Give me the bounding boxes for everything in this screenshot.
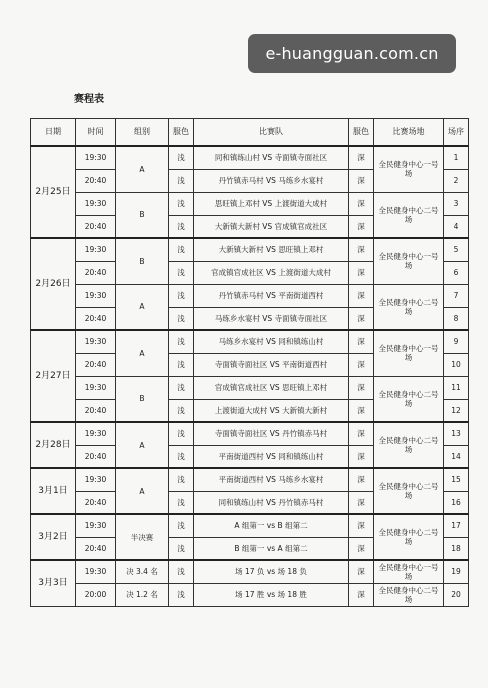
away-jersey-color: 深 xyxy=(349,192,374,215)
match-order: 8 xyxy=(444,307,469,330)
match-row xyxy=(31,583,469,606)
match-time: 19:30 xyxy=(76,560,116,583)
match-order: 12 xyxy=(444,399,469,422)
match-time: 19:30 xyxy=(76,468,116,491)
away-jersey-color: 深 xyxy=(349,284,374,307)
match-teams: 丹竹镇赤马村 VS 平南街道西村 xyxy=(194,284,349,307)
header-venue: 比赛场地 xyxy=(374,119,444,147)
match-teams: 上渡街道大成村 VS 大新镇大新村 xyxy=(194,399,349,422)
away-jersey-color: 深 xyxy=(349,422,374,445)
match-group: A xyxy=(116,284,169,330)
schedule-body xyxy=(31,146,469,606)
match-time: 20:40 xyxy=(76,399,116,422)
home-jersey-color: 浅 xyxy=(169,261,194,284)
match-time: 19:30 xyxy=(76,422,116,445)
match-order: 2 xyxy=(444,169,469,192)
match-row xyxy=(31,284,469,307)
match-order: 14 xyxy=(444,445,469,468)
match-time: 20:40 xyxy=(76,491,116,514)
match-date: 3月1日 xyxy=(31,468,76,514)
away-jersey-color: 深 xyxy=(349,353,374,376)
match-venue: 全民健身中心二号场 xyxy=(374,192,444,238)
match-teams: 同和镇练山村 VS 丹竹镇赤马村 xyxy=(194,491,349,514)
away-jersey-color: 深 xyxy=(349,583,374,606)
home-jersey-color: 浅 xyxy=(169,560,194,583)
home-jersey-color: 浅 xyxy=(169,583,194,606)
match-order: 10 xyxy=(444,353,469,376)
match-time: 19:30 xyxy=(76,146,116,169)
match-teams: 场 17 胜 vs 场 18 胜 xyxy=(194,583,349,606)
home-jersey-color: 浅 xyxy=(169,468,194,491)
away-jersey-color: 深 xyxy=(349,399,374,422)
match-teams: B 组第一 vs A 组第二 xyxy=(194,537,349,560)
site-watermark: e-huangguan.com.cn xyxy=(248,34,456,73)
match-group: B xyxy=(116,238,169,284)
match-time: 20:40 xyxy=(76,537,116,560)
match-group: 半决赛 xyxy=(116,514,169,560)
home-jersey-color: 浅 xyxy=(169,215,194,238)
match-venue: 全民健身中心一号场 xyxy=(374,560,444,583)
away-jersey-color: 深 xyxy=(349,146,374,169)
away-jersey-color: 深 xyxy=(349,238,374,261)
match-venue: 全民健身中心二号场 xyxy=(374,422,444,468)
match-order: 19 xyxy=(444,560,469,583)
match-group: A xyxy=(116,146,169,192)
match-teams: 思旺镇上邓村 VS 上渡街道大成村 xyxy=(194,192,349,215)
header-date: 日期 xyxy=(31,119,76,147)
page-title: 赛程表 xyxy=(74,94,104,105)
match-row xyxy=(31,560,469,583)
match-row xyxy=(31,192,469,215)
match-time: 19:30 xyxy=(76,238,116,261)
match-row xyxy=(31,146,469,169)
home-jersey-color: 浅 xyxy=(169,514,194,537)
home-jersey-color: 浅 xyxy=(169,169,194,192)
header-time: 时间 xyxy=(76,119,116,147)
match-order: 1 xyxy=(444,146,469,169)
table-header-row xyxy=(31,119,469,147)
header-color-home: 服色 xyxy=(169,119,194,147)
home-jersey-color: 浅 xyxy=(169,399,194,422)
match-time: 20:00 xyxy=(76,583,116,606)
match-teams: 丹竹镇赤马村 VS 马练乡水宴村 xyxy=(194,169,349,192)
match-teams: 官成镇官成社区 VS 思旺镇上邓村 xyxy=(194,376,349,399)
match-time: 20:40 xyxy=(76,353,116,376)
match-order: 18 xyxy=(444,537,469,560)
match-order: 4 xyxy=(444,215,469,238)
header-order: 场序 xyxy=(444,119,469,147)
match-teams: 马练乡水宴村 VS 同和镇练山村 xyxy=(194,330,349,353)
match-teams: 寺面镇寺面社区 VS 丹竹镇赤马村 xyxy=(194,422,349,445)
match-group: A xyxy=(116,330,169,376)
match-date: 3月2日 xyxy=(31,514,76,560)
match-group: B xyxy=(116,376,169,422)
match-order: 7 xyxy=(444,284,469,307)
match-time: 20:40 xyxy=(76,261,116,284)
match-teams: 马练乡水宴村 VS 寺面镇寺面社区 xyxy=(194,307,349,330)
match-teams: 平南街道西村 VS 同和镇练山村 xyxy=(194,445,349,468)
match-group: 决 3.4 名 xyxy=(116,560,169,583)
match-order: 5 xyxy=(444,238,469,261)
match-time: 19:30 xyxy=(76,192,116,215)
home-jersey-color: 浅 xyxy=(169,284,194,307)
match-time: 20:40 xyxy=(76,307,116,330)
match-row xyxy=(31,330,469,353)
home-jersey-color: 浅 xyxy=(169,537,194,560)
match-teams: 场 17 负 vs 场 18 负 xyxy=(194,560,349,583)
match-venue: 全民健身中心二号场 xyxy=(374,514,444,560)
schedule-table xyxy=(30,118,469,607)
header-group: 组别 xyxy=(116,119,169,147)
match-order: 3 xyxy=(444,192,469,215)
match-time: 19:30 xyxy=(76,330,116,353)
home-jersey-color: 浅 xyxy=(169,376,194,399)
match-venue: 全民健身中心二号场 xyxy=(374,468,444,514)
match-order: 13 xyxy=(444,422,469,445)
home-jersey-color: 浅 xyxy=(169,238,194,261)
away-jersey-color: 深 xyxy=(349,169,374,192)
home-jersey-color: 浅 xyxy=(169,353,194,376)
match-time: 20:40 xyxy=(76,445,116,468)
home-jersey-color: 浅 xyxy=(169,422,194,445)
home-jersey-color: 浅 xyxy=(169,330,194,353)
match-teams: 官成镇官成社区 VS 上渡街道大成村 xyxy=(194,261,349,284)
match-venue: 全民健身中心一号场 xyxy=(374,330,444,376)
match-date: 3月3日 xyxy=(31,560,76,606)
header-color-away: 服色 xyxy=(349,119,374,147)
away-jersey-color: 深 xyxy=(349,560,374,583)
match-teams: 寺面镇寺面社区 VS 平南街道西村 xyxy=(194,353,349,376)
match-venue: 全民健身中心二号场 xyxy=(374,583,444,606)
away-jersey-color: 深 xyxy=(349,307,374,330)
match-venue: 全民健身中心一号场 xyxy=(374,238,444,284)
match-order: 15 xyxy=(444,468,469,491)
match-teams: 大新镇大新村 VS 官成镇官成社区 xyxy=(194,215,349,238)
away-jersey-color: 深 xyxy=(349,468,374,491)
match-date: 2月27日 xyxy=(31,330,76,422)
away-jersey-color: 深 xyxy=(349,376,374,399)
match-teams: 平南街道西村 VS 马练乡水宴村 xyxy=(194,468,349,491)
match-order: 9 xyxy=(444,330,469,353)
match-order: 16 xyxy=(444,491,469,514)
away-jersey-color: 深 xyxy=(349,445,374,468)
match-date: 2月26日 xyxy=(31,238,76,330)
match-date: 2月28日 xyxy=(31,422,76,468)
match-teams: 同和镇练山村 VS 寺面镇寺面社区 xyxy=(194,146,349,169)
match-time: 20:40 xyxy=(76,169,116,192)
home-jersey-color: 浅 xyxy=(169,192,194,215)
match-group: B xyxy=(116,192,169,238)
match-venue: 全民健身中心二号场 xyxy=(374,284,444,330)
match-time: 19:30 xyxy=(76,514,116,537)
match-row xyxy=(31,422,469,445)
match-row xyxy=(31,468,469,491)
match-group: 决 1.2 名 xyxy=(116,583,169,606)
match-order: 17 xyxy=(444,514,469,537)
header-teams: 比赛队 xyxy=(194,119,349,147)
match-row xyxy=(31,238,469,261)
match-row xyxy=(31,376,469,399)
away-jersey-color: 深 xyxy=(349,491,374,514)
away-jersey-color: 深 xyxy=(349,537,374,560)
match-order: 20 xyxy=(444,583,469,606)
match-time: 19:30 xyxy=(76,376,116,399)
match-teams: A 组第一 vs B 组第二 xyxy=(194,514,349,537)
match-group: A xyxy=(116,422,169,468)
match-order: 6 xyxy=(444,261,469,284)
match-venue: 全民健身中心一号场 xyxy=(374,146,444,192)
away-jersey-color: 深 xyxy=(349,330,374,353)
match-time: 20:40 xyxy=(76,215,116,238)
match-group: A xyxy=(116,468,169,514)
home-jersey-color: 浅 xyxy=(169,146,194,169)
away-jersey-color: 深 xyxy=(349,261,374,284)
home-jersey-color: 浅 xyxy=(169,307,194,330)
match-row xyxy=(31,514,469,537)
match-venue: 全民健身中心二号场 xyxy=(374,376,444,422)
match-date: 2月25日 xyxy=(31,146,76,238)
match-time: 19:30 xyxy=(76,284,116,307)
away-jersey-color: 深 xyxy=(349,215,374,238)
match-order: 11 xyxy=(444,376,469,399)
away-jersey-color: 深 xyxy=(349,514,374,537)
home-jersey-color: 浅 xyxy=(169,445,194,468)
home-jersey-color: 浅 xyxy=(169,491,194,514)
match-teams: 大新镇大新村 VS 思旺镇上邓村 xyxy=(194,238,349,261)
